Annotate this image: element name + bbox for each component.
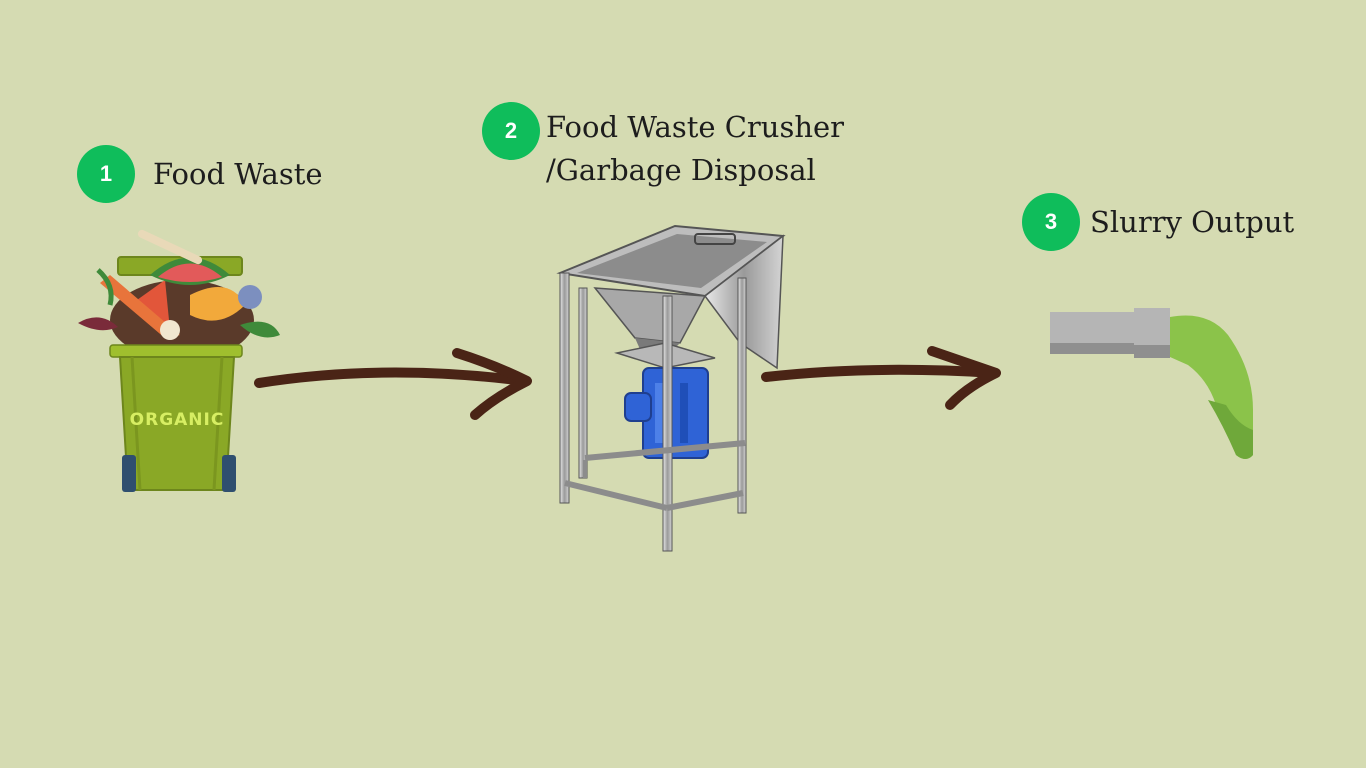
step-label-line-1: Food Waste Crusher <box>546 110 845 144</box>
step-food-waste-crusher <box>482 106 844 192</box>
step-number-badge: 2 <box>482 102 540 160</box>
food-waste-crusher-illustration <box>555 218 790 558</box>
slurry-pipe-illustration <box>1048 305 1258 465</box>
step-label <box>546 106 844 192</box>
step-label-line-2: /Garbage Disposal <box>546 153 816 187</box>
step-food-waste <box>77 145 323 203</box>
step-number-badge: 1 <box>77 145 135 203</box>
flow-arrow-1 <box>255 345 540 425</box>
food-scraps <box>78 229 280 360</box>
step-slurry-output <box>1022 193 1294 251</box>
step-label: Slurry Output <box>1090 204 1295 239</box>
bin-label: ORGANIC <box>129 410 225 430</box>
step-number-badge: 3 <box>1022 193 1080 251</box>
flow-arrow-2 <box>762 345 1007 415</box>
step-label: Food Waste <box>153 156 323 191</box>
